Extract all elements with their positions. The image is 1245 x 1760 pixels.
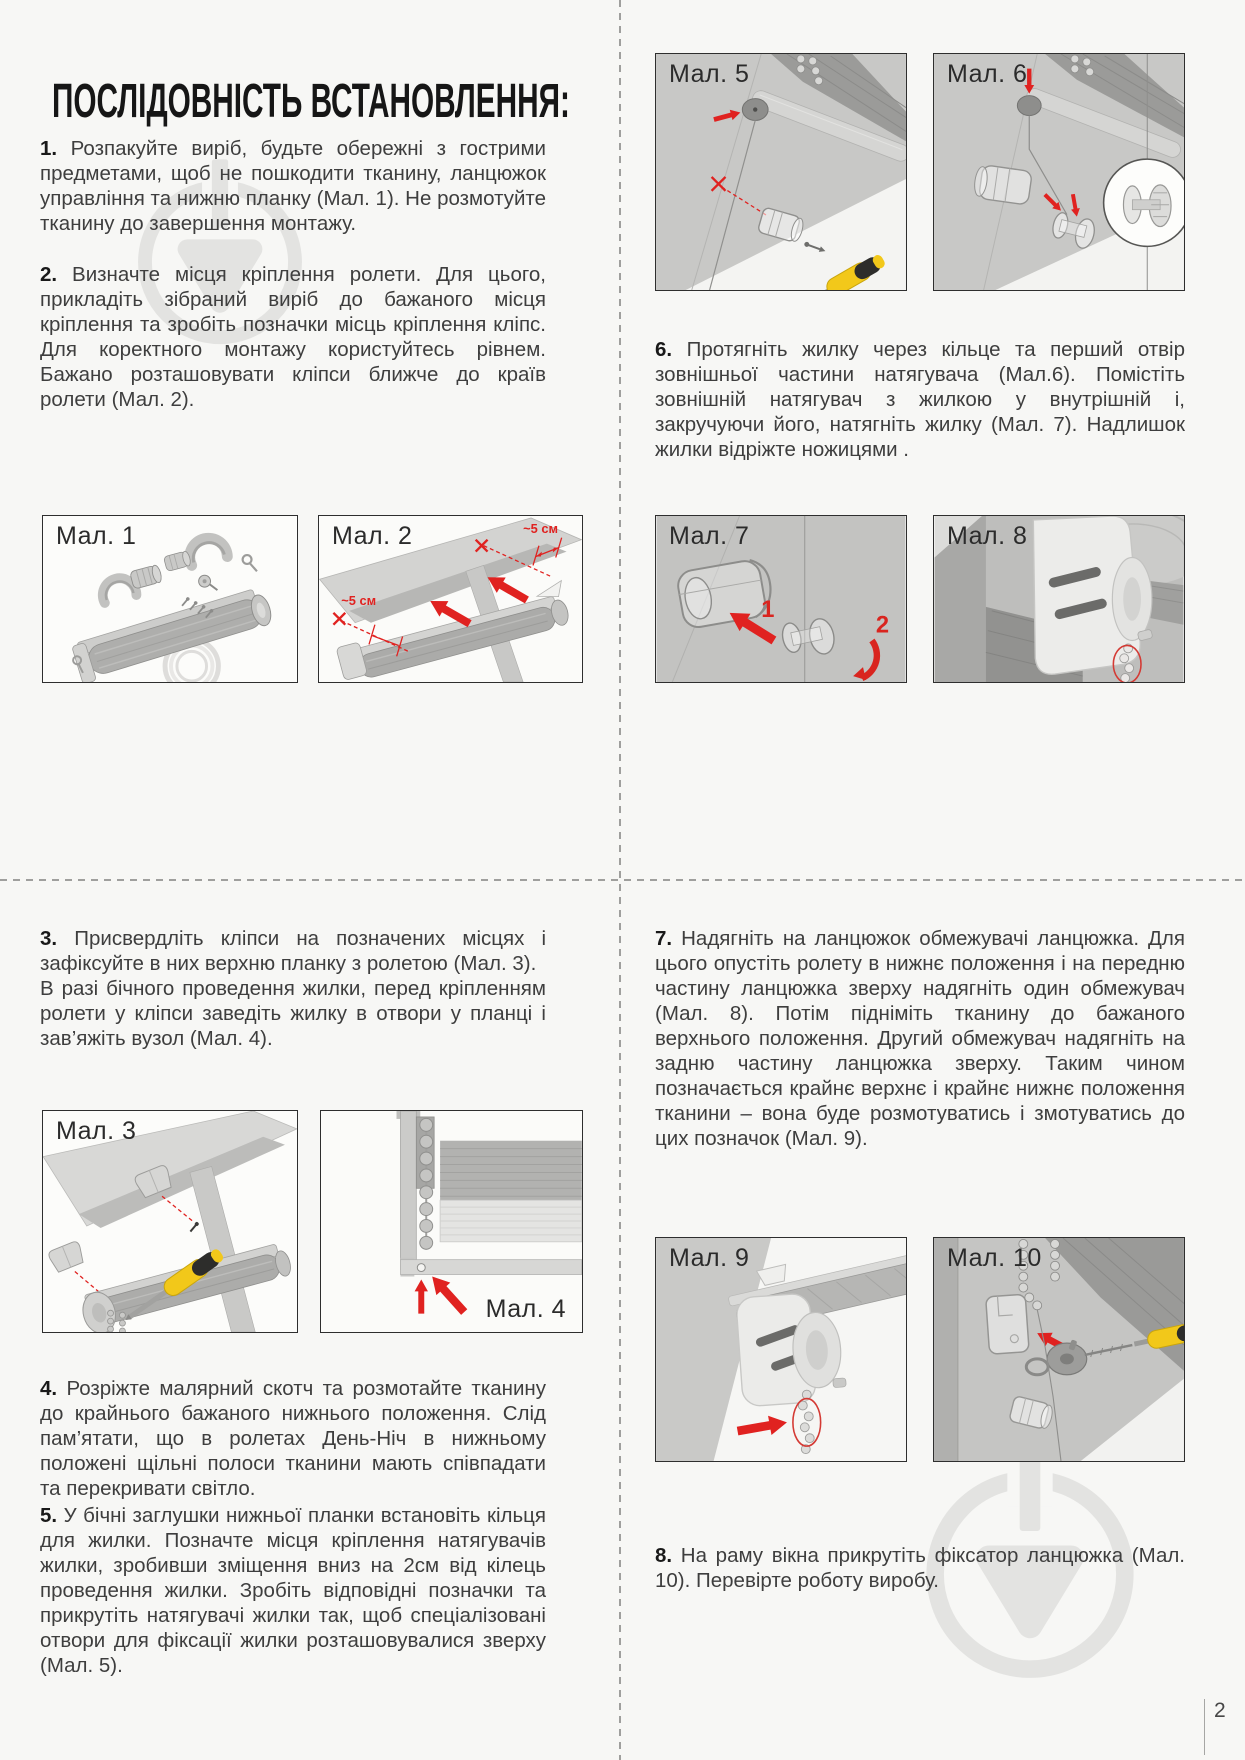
dimension-label-bottom: ~5 см <box>341 592 377 608</box>
figure-4-label: Мал. 4 <box>485 1295 566 1323</box>
step-3-text: Присвердліть кліпси на позначених місцях і зафіксуйте в них верхню планку з ролетою (Мал. 3). <box>40 927 547 975</box>
step-8-number: 8. <box>655 1544 673 1567</box>
step-6-number: 6. <box>655 338 673 361</box>
step-5-text: У бічні заглушки нижньої планки встановіть кільця для жилки. Позначте місця кріплення натягувачів жилки, зробивши зміщення вниз на 2см від кілець проведення жилки. Зробіть відповідні позначки та прикрутіть натягувачі жилки так, щоб спеціалізовані отвори для фіксації жилки розташовувалися зверху (Мал. 5). <box>40 1504 546 1677</box>
page-title: ПОСЛІДОВНІСТЬ ВСТАНОВЛЕННЯ: <box>52 75 570 129</box>
assembly-step-1-label: 1 <box>761 596 775 623</box>
step-1-number: 1. <box>40 137 58 160</box>
step-2 <box>40 262 546 412</box>
step-3-number: 3. <box>40 927 58 950</box>
figure-5 <box>655 53 907 291</box>
step-6-text: Протягніть жилку через кільце та перший отвір зовнішньої частини натягувача (Мал.6). Помістіть зовнішній натягувач з жилкою у внутрішній і, закручуючи його, натягніть жилку (Мал. 7). Надлишок жилки відріжте ножицями . <box>655 338 1186 461</box>
page-number-block <box>1204 1699 1226 1755</box>
step-4-text: Розріжте малярний скотч та розмотайте тканину до крайнього бажаного нижнього положення. Слід пам’ятати, що в ролетах День-Ніч в нижньому положені щільні полоси тканини мають співпадати та перекривати світло. <box>40 1377 546 1500</box>
figure-8-label: Мал. 8 <box>947 522 1028 550</box>
figure-8 <box>933 515 1185 683</box>
step-6 <box>655 337 1185 462</box>
figure-1-label: Мал. 1 <box>56 522 137 550</box>
figure-3 <box>42 1110 298 1333</box>
figure-9 <box>655 1237 907 1462</box>
step-4 <box>40 1376 546 1501</box>
step-3 <box>40 926 546 1051</box>
step-5 <box>40 1503 546 1678</box>
figure-9-label: Мал. 9 <box>669 1244 750 1272</box>
tensioner-mounting-illustration <box>656 54 906 290</box>
figure-6 <box>933 53 1185 291</box>
figure-6-label: Мал. 6 <box>947 60 1028 88</box>
figure-2-label: Мал. 2 <box>332 522 413 550</box>
figure-1 <box>42 515 298 683</box>
step-7 <box>655 926 1185 1151</box>
step-7-text: Надягніть на ланцюжок обмежувачі ланцюжка. Для цього опустіть ролету в нижнє положення і на передню частину ланцюжка зверху надягніть один обмежувач (Мал. 8). Потім підніміть тканину до бажаного верхнього положення. Другий обмежувач надягніть на задню частину ланцюжка зверху. Таким чином позначається крайнє верхнє і крайнє нижнє положення тканини – вона буде розмотуватись і змотуватись до цих позначок (Мал. 9). <box>655 927 1185 1150</box>
step-8-text: На раму вікна прикрутіть фіксатор ланцюжка (Мал. 10). Перевірте роботу виробу. <box>655 1544 1186 1592</box>
figure-2 <box>318 515 583 683</box>
figure-10-label: Мал. 10 <box>947 1244 1042 1272</box>
step-1 <box>40 136 546 236</box>
figure-4 <box>320 1110 583 1333</box>
figure-7 <box>655 515 907 683</box>
step-1-text: Розпакуйте виріб, будьте обережні з гострими предметами, щоб не пошкодити тканину, ланцюжок управління та нижню планку (Мал. 1). Не розмотуйте тканину до завершення монтажу. <box>40 137 546 235</box>
page-number: 2 <box>1214 1699 1226 1722</box>
step-8 <box>655 1543 1185 1593</box>
step-7-number: 7. <box>655 927 673 950</box>
step-3-text-continued: В разі бічного проведення жилки, перед кріпленням ролети у кліпси заведіть жилку в отвори у планці і зав’яжіть вузол (Мал. 4). <box>40 977 546 1050</box>
step-2-text: Визначте місця кріплення ролети. Для цього, прикладіть зібраний виріб до бажаного місця кріплення та зробіть позначки місць кріплення кліпс. Для коректного монтажу користуйтесь рівнем. Бажано розташовувати кліпси ближче до країв ролети (Мал. 2). <box>40 263 546 411</box>
figure-3-label: Мал. 3 <box>56 1117 137 1145</box>
dimension-label-top: ~5 см <box>523 520 558 536</box>
step-2-number: 2. <box>40 263 58 286</box>
step-4-number: 4. <box>40 1377 58 1400</box>
divider-horizontal <box>0 879 1245 881</box>
figure-5-label: Мал. 5 <box>669 60 750 88</box>
step-5-number: 5. <box>40 1504 58 1527</box>
figure-10 <box>933 1237 1185 1462</box>
cord-threading-illustration <box>934 54 1184 290</box>
figure-7-label: Мал. 7 <box>669 522 750 550</box>
assembly-step-2-label: 2 <box>875 612 890 639</box>
